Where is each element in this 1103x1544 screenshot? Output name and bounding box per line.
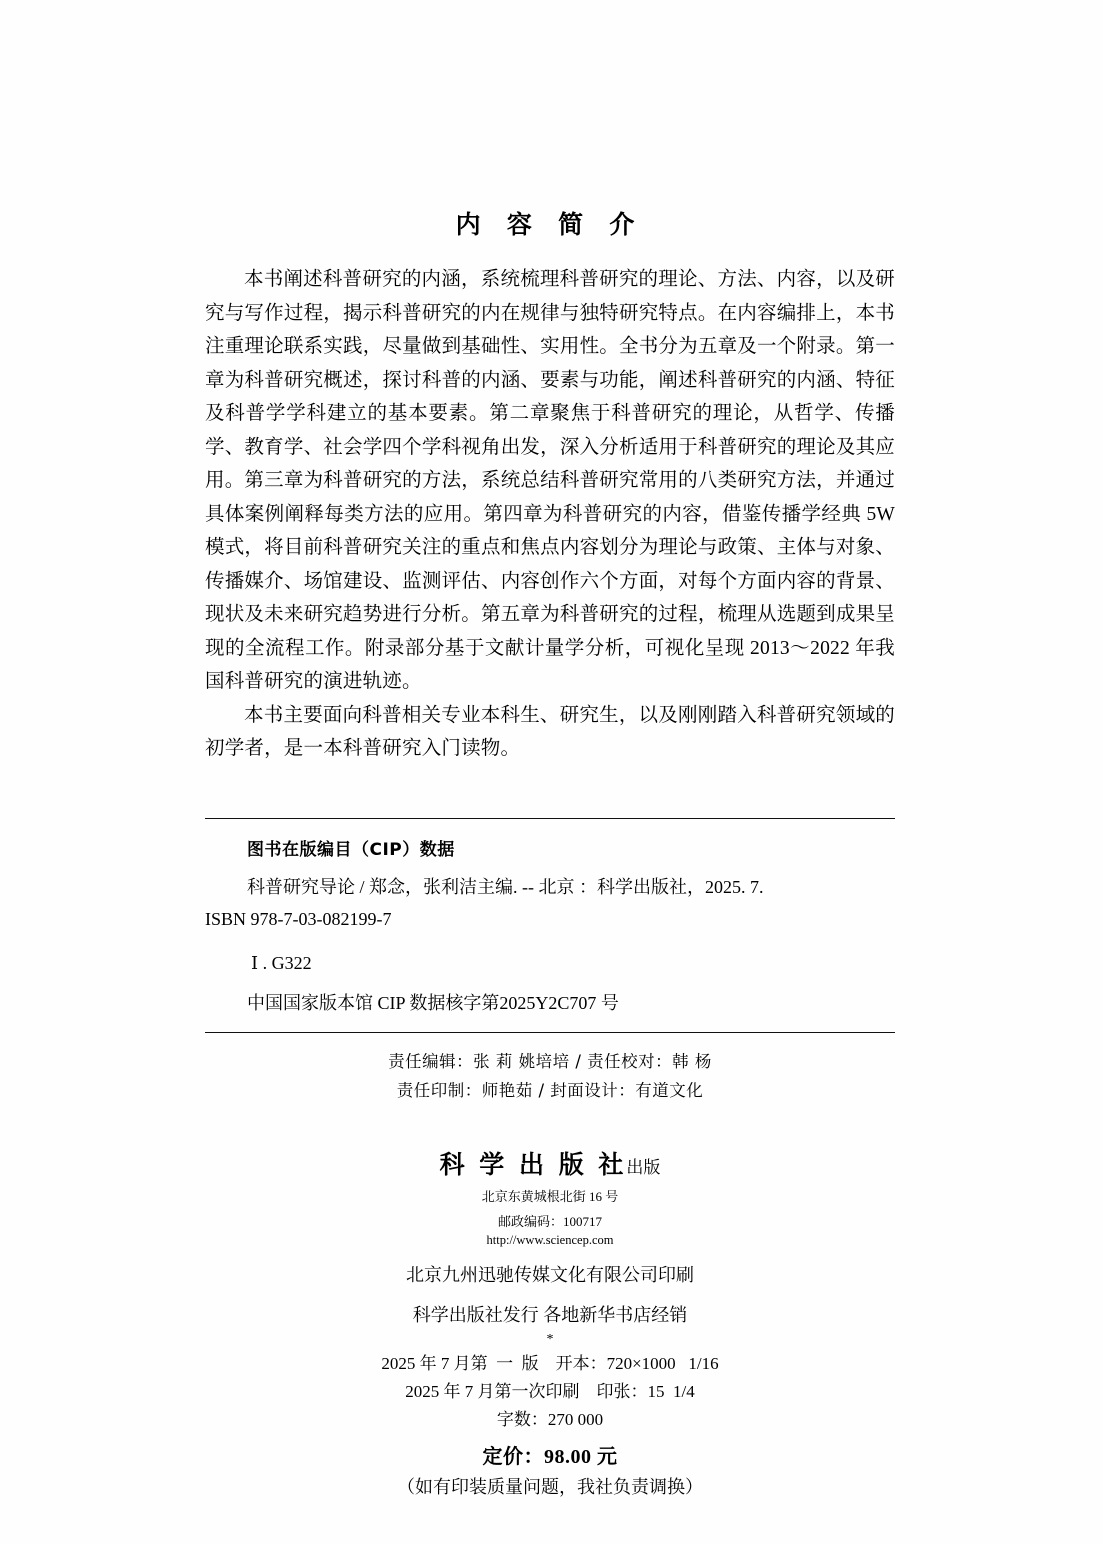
publisher-section: [205, 1145, 895, 1499]
publisher-name-text: 科 学 出 版 社: [439, 1149, 627, 1179]
separator-asterisk: *: [546, 1331, 554, 1347]
publisher-postcode: 邮政编码：100717: [497, 1213, 602, 1229]
publisher-name: [205, 1145, 895, 1181]
edition-line-3: 字数：270 000: [496, 1409, 604, 1429]
credits-line-2: 责任印制：师艳茹 / 封面设计：有道文化: [396, 1080, 704, 1100]
page-title: 内 容 简 介: [455, 212, 645, 239]
distributor-line: 科学出版社发行 各地新华书店经销: [412, 1304, 688, 1325]
edition-line-1: 2025 年 7 月第 一 版 开本：720×1000 1/16: [381, 1353, 719, 1373]
publisher-address: 北京东黄城根北街 16 号: [481, 1188, 619, 1204]
page-content: [205, 205, 895, 1499]
printer-line: 北京九州迅驰传媒文化有限公司印刷: [406, 1264, 694, 1285]
abstract-paragraph-2: 本书主要面向科普相关专业本科生、研究生，以及刚刚踏入科普研究领域的初学者，是一本科普研究入门读物。: [205, 704, 895, 759]
publisher-website: http://www.sciencep.com: [486, 1232, 614, 1247]
cip-registration-number: 中国国家版本馆 CIP 数据核字第2025Y2C707 号: [247, 992, 619, 1013]
publisher-name-suffix: 出版: [626, 1157, 661, 1178]
edition-line-2: 2025 年 7 月第一次印刷 印张：15 1/4: [405, 1381, 695, 1401]
cip-bibliographic-line: 科普研究导论 / 郑念，张利洁主编. -- 北京 ：科学出版社，2025. 7.: [247, 876, 764, 897]
cip-isbn: ISBN 978-7-03-082199-7: [205, 908, 392, 929]
cip-block: [205, 818, 895, 1033]
credits-section: [205, 1033, 895, 1115]
quality-note: （如有印装质量问题，我社负责调换）: [397, 1476, 703, 1497]
cip-title: 图书在版编目（CIP）数据: [247, 839, 455, 860]
price-line: 定价：98.00 元: [482, 1445, 618, 1468]
cip-inner: [205, 819, 895, 1032]
edition-specs: [205, 1350, 895, 1434]
abstract-section: [205, 263, 895, 766]
cip-classification: Ⅰ . G322: [251, 952, 312, 973]
abstract-paragraph-1: 本书阐述科普研究的内涵，系统梳理科普研究的理论、方法、内容，以及研究与写作过程，揭示科普研究的内在规律与独特研究特点。在内容编排上，本书注重理论联系实践，尽量做到基础性、实用性。全书分为五章及一个附录。第一章为科普研究概述，探讨科普的内涵、要素与功能，阐述科普研究的内涵、特征及科普学学科建立的基本要素。第二章聚焦于科普研究的理论，从哲学、传播学、教育学、社会学四个学科视角出发，深入分析适用于科普研究的理论及其应用。第三章为科普研究的方法，系统总结科普研究常用的八类研究方法，并通过具体案例阐释每类方法的应用。第四章为科普研究的内容，借鉴传播学经典 5W 模式，将目前科普研究关注的重点和焦点内容划分为理论与政策、主体与对象、传播媒介、场馆建设、监测评估、内容创作六个方面，对每个方面内容的背景、现状及未来研究趋势进行分析。第五章为科普研究的过程，梳理从选题到成果呈现的全流程工作。附录部分基于文献计量学分析，可视化呈现 2013～2022 年我国科普研究的演进轨迹。: [205, 269, 895, 692]
credits-line-1: 责任编辑：张 莉 姚培培 / 责任校对：韩 杨: [388, 1051, 712, 1071]
